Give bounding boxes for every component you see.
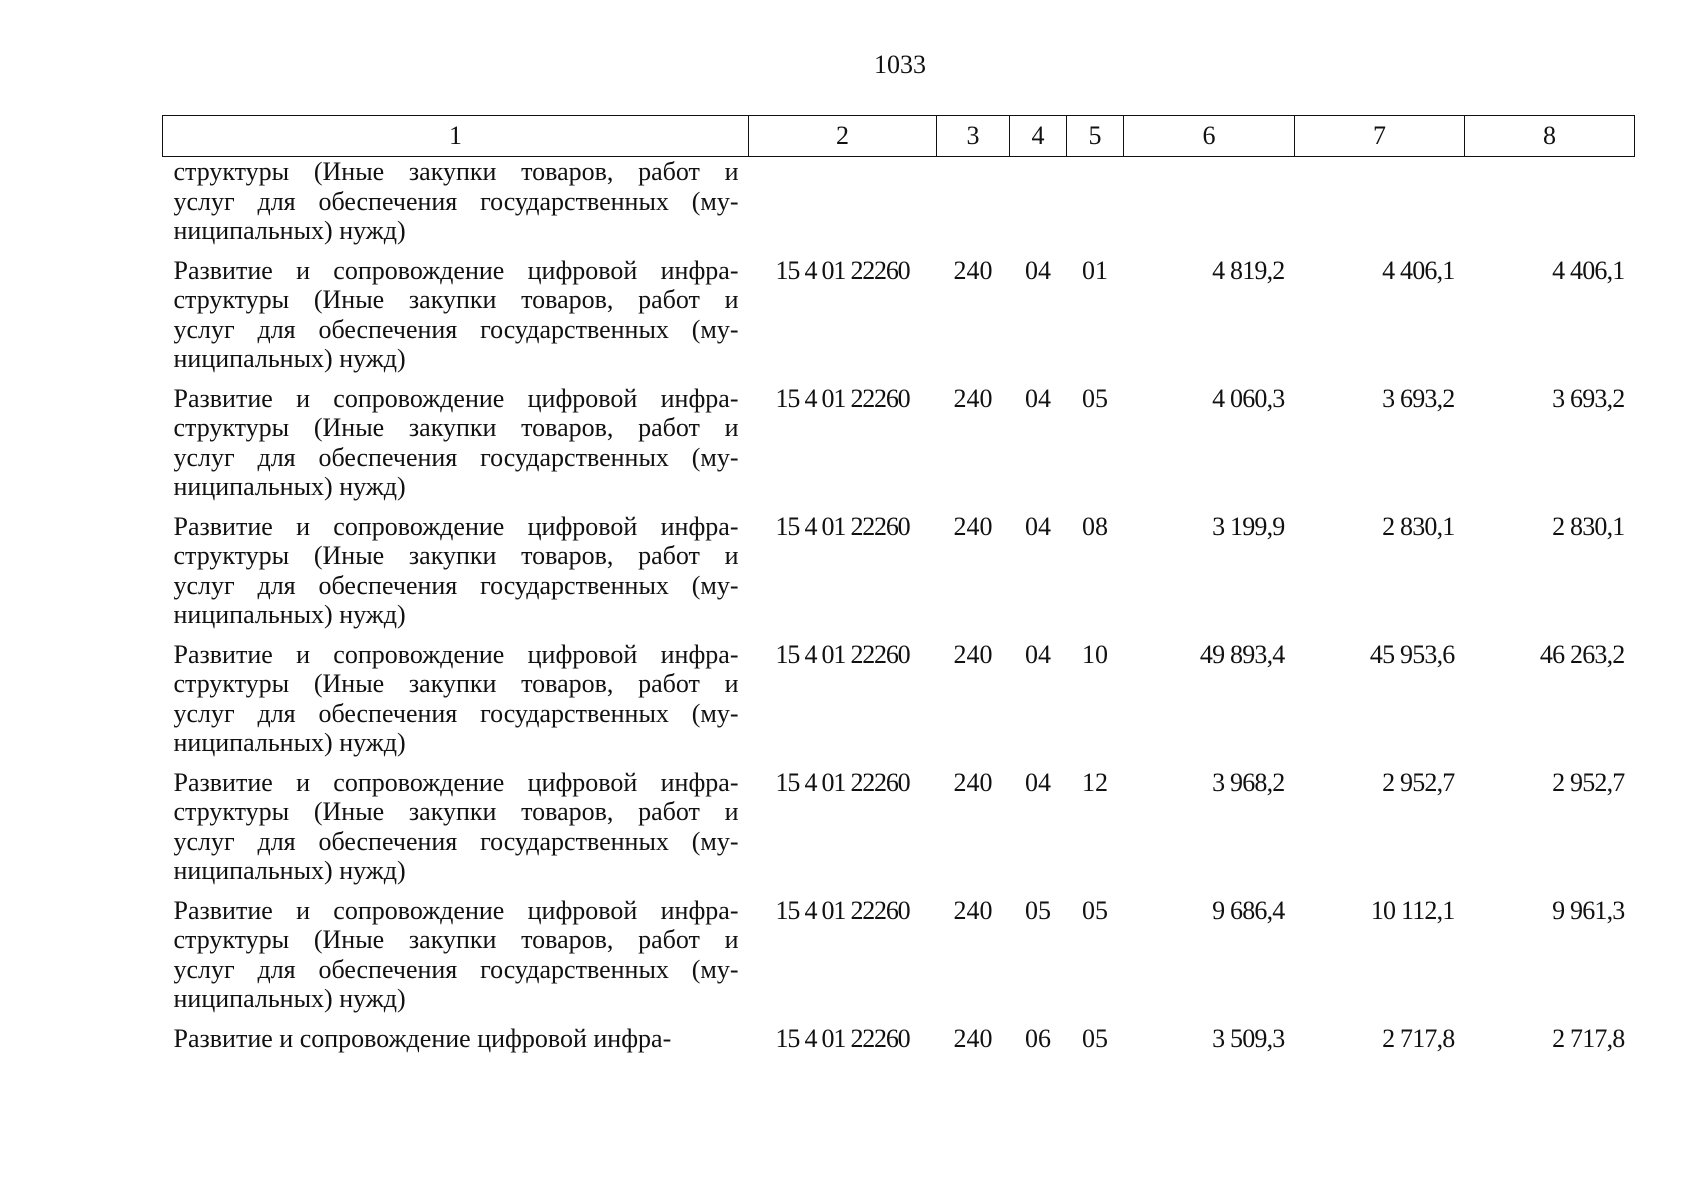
section-code: 04 [1025,255,1051,285]
description-line: структуры (Иные закупки товаров, работ и [173,925,739,954]
description-line: услуг для обеспечения государственных (му- [173,442,739,472]
amount-col-8: 2 717,8 [1552,1023,1625,1053]
column-header-7: 7 [1295,116,1465,157]
description-line: ниципальных) нужд) [173,216,406,245]
table-row [163,630,1635,758]
expense-type: 240 [953,639,993,669]
description-line: ниципальных) нужд) [173,344,406,373]
section-code: 05 [1025,895,1051,925]
column-header-6: 6 [1124,116,1295,157]
page-number: 1033 [874,50,926,79]
description-line: структуры (Иные закупки товаров, работ и [173,797,739,826]
section-code: 04 [1025,767,1051,797]
header-row [163,116,1635,157]
table-body [163,157,1635,1054]
amount-col-6: 3 509,3 [1212,1023,1285,1053]
table-row [163,502,1635,630]
subsection-code: 05 [1082,895,1108,925]
column-header-1: 1 [163,116,749,157]
target-code: 15 4 01 22260 [775,511,910,541]
row-description [163,246,749,374]
amount-col-6: 49 893,4 [1199,639,1285,669]
expense-type: 240 [953,767,993,797]
description-line: услуг для обеспечения государственных (му- [173,186,739,216]
table-row [163,1014,1635,1054]
row-description [163,374,749,502]
amount-col-7: 45 953,6 [1369,639,1455,669]
description-line: структуры (Иные закупки товаров, работ и [173,157,739,186]
target-code: 15 4 01 22260 [775,895,910,925]
description-line: услуг для обеспечения государственных (му- [173,954,739,984]
amount-col-6: 3 199,9 [1212,511,1285,541]
expense-type: 240 [953,1023,993,1053]
table-header [163,116,1635,157]
description-line: услуг для обеспечения государственных (му- [173,314,739,344]
target-code: 15 4 01 22260 [775,767,910,797]
description-line: Развитие и сопровождение цифровой инфра- [173,767,739,797]
subsection-code: 01 [1082,255,1108,285]
target-code: 15 4 01 22260 [775,639,910,669]
section-code: 06 [1025,1023,1051,1053]
section-code: 04 [1025,639,1051,669]
table-row [163,246,1635,374]
description-line: Развитие и сопровождение цифровой инфра- [173,511,739,541]
description-line: ниципальных) нужд) [173,984,406,1013]
amount-col-7: 2 717,8 [1382,1023,1455,1053]
expense-type: 240 [953,383,993,413]
amount-col-8: 3 693,2 [1552,383,1625,413]
row-description [163,630,749,758]
continuation-row [163,157,1635,246]
column-header-4: 4 [1010,116,1067,157]
description-line: Развитие и сопровождение цифровой инфра- [173,639,739,669]
subsection-code: 05 [1082,383,1108,413]
column-header-2: 2 [749,116,937,157]
amount-col-6: 4 819,2 [1212,255,1285,285]
amount-col-8: 2 830,1 [1552,511,1625,541]
description-line: услуг для обеспечения государственных (му- [173,826,739,856]
amount-col-7: 3 693,2 [1382,383,1455,413]
column-header-5: 5 [1067,116,1124,157]
section-code: 04 [1025,511,1051,541]
subsection-code: 12 [1082,767,1108,797]
table-row [163,886,1635,1014]
continuation-description [163,157,749,246]
amount-col-7: 4 406,1 [1382,255,1455,285]
amount-col-8: 46 263,2 [1539,639,1625,669]
description-line: ниципальных) нужд) [173,600,406,629]
section-code: 04 [1025,383,1051,413]
column-header-3: 3 [937,116,1010,157]
description-line: ниципальных) нужд) [173,472,406,501]
amount-col-8: 9 961,3 [1552,895,1625,925]
subsection-code: 05 [1082,1023,1108,1053]
target-code: 15 4 01 22260 [775,255,910,285]
table-row [163,374,1635,502]
description-line: услуг для обеспечения государственных (му- [173,698,739,728]
target-code: 15 4 01 22260 [775,1023,910,1053]
amount-col-6: 4 060,3 [1212,383,1285,413]
row-description [163,502,749,630]
row-description [163,886,749,1014]
amount-col-7: 2 952,7 [1382,767,1455,797]
column-header-8: 8 [1465,116,1635,157]
description-line: структуры (Иные закупки товаров, работ и [173,541,739,570]
description-line: Развитие и сопровождение цифровой инфра- [173,255,739,285]
amount-col-8: 2 952,7 [1552,767,1625,797]
row-description [163,758,749,886]
description-line: Развитие и сопровождение цифровой инфра- [173,1023,672,1053]
description-line: структуры (Иные закупки товаров, работ и [173,285,739,314]
description-line: Развитие и сопровождение цифровой инфра- [173,895,739,925]
description-line: ниципальных) нужд) [173,728,406,757]
amount-col-7: 2 830,1 [1382,511,1455,541]
target-code: 15 4 01 22260 [775,383,910,413]
amount-col-8: 4 406,1 [1552,255,1625,285]
description-line: услуг для обеспечения государственных (му- [173,570,739,600]
subsection-code: 08 [1082,511,1108,541]
amount-col-6: 3 968,2 [1212,767,1285,797]
description-line: Развитие и сопровождение цифровой инфра- [173,383,739,413]
expense-type: 240 [953,895,993,925]
description-line: структуры (Иные закупки товаров, работ и [173,413,739,442]
expense-type: 240 [953,511,993,541]
amount-col-6: 9 686,4 [1212,895,1285,925]
expense-type: 240 [953,255,993,285]
budget-table [162,115,1635,1053]
row-description [163,1014,749,1054]
description-line: структуры (Иные закупки товаров, работ и [173,669,739,698]
table-row [163,758,1635,886]
description-line: ниципальных) нужд) [173,856,406,885]
subsection-code: 10 [1082,639,1108,669]
amount-col-7: 10 112,1 [1370,895,1455,925]
